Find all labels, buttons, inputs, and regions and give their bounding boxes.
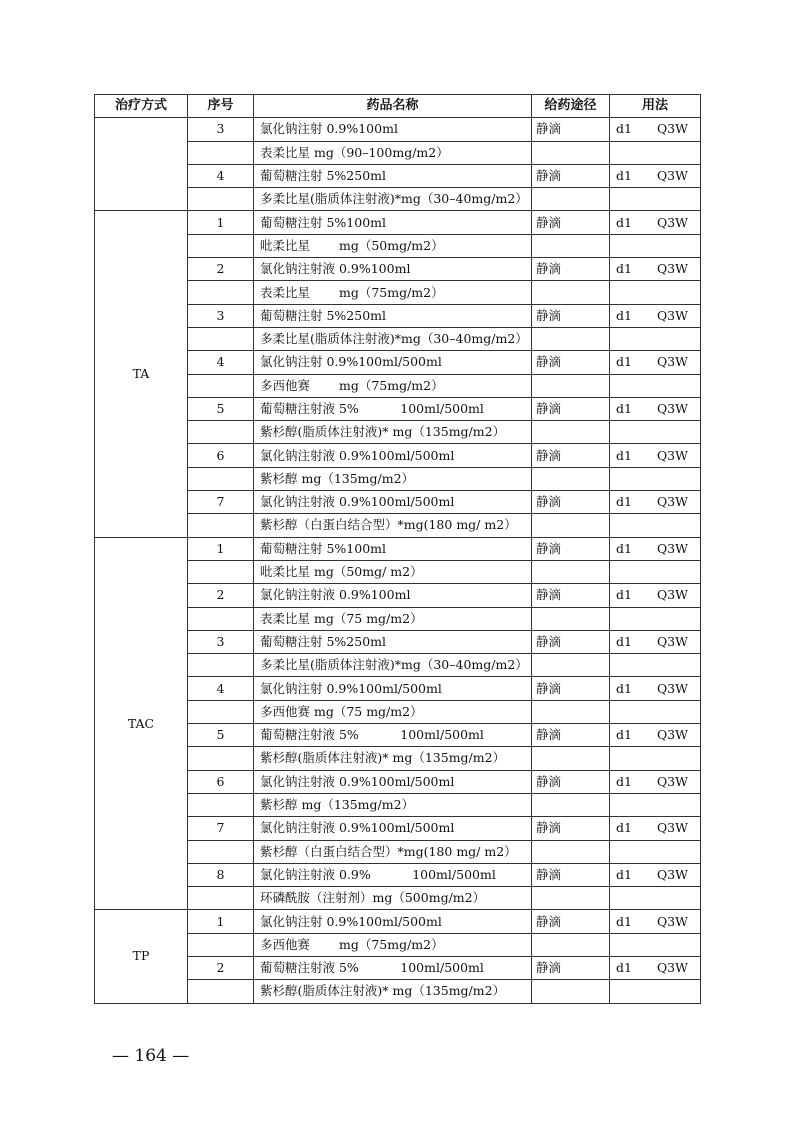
cell-seq: 2 (188, 956, 254, 979)
usage-frequency: Q3W (656, 727, 688, 743)
usage-frequency: Q3W (656, 773, 688, 789)
cell-usage (610, 421, 701, 444)
usage-day: d1 (616, 447, 632, 463)
cell-usage (610, 560, 701, 583)
usage-frequency: Q3W (656, 214, 688, 230)
cell-drug-name: 多柔比星(脂质体注射液)*mg（30–40mg/m2） (254, 327, 532, 350)
cell-usage (610, 700, 701, 723)
cell-route (532, 421, 610, 444)
cell-route: 静滴 (532, 863, 610, 886)
cell-seq: 3 (188, 304, 254, 327)
usage-day: d1 (616, 168, 632, 184)
cell-seq: 4 (188, 164, 254, 187)
cell-route (532, 188, 610, 211)
usage-day: d1 (616, 773, 632, 789)
cell-usage (610, 281, 701, 304)
cell-route (532, 793, 610, 816)
cell-drug-name: 葡萄糖注射 5%250ml (254, 164, 532, 187)
usage-day: d1 (616, 261, 632, 277)
cell-seq (188, 467, 254, 490)
usage-frequency: Q3W (656, 866, 688, 882)
cell-seq: 2 (188, 584, 254, 607)
cell-drug-name: 吡柔比星 mg（50mg/m2） (254, 234, 532, 257)
cell-usage (610, 234, 701, 257)
usage-wrap (616, 868, 700, 882)
cell-seq: 6 (188, 444, 254, 467)
cell-route (532, 607, 610, 630)
cell-seq (188, 747, 254, 770)
page-number: — 164 — (112, 1046, 190, 1066)
cell-drug-name: 氯化钠注射 0.9%100ml (254, 118, 532, 141)
cell-seq (188, 374, 254, 397)
cell-treatment-mode (95, 118, 188, 211)
cell-drug-name: 葡萄糖注射 5%250ml (254, 630, 532, 653)
usage-frequency: Q3W (656, 494, 688, 510)
cell-seq: 2 (188, 258, 254, 281)
usage-frequency: Q3W (656, 540, 688, 556)
cell-usage (610, 118, 701, 141)
usage-day: d1 (616, 121, 632, 137)
cell-drug-name: 葡萄糖注射 5%250ml (254, 304, 532, 327)
cell-usage (610, 304, 701, 327)
table-row (95, 910, 701, 933)
usage-day: d1 (616, 727, 632, 743)
cell-seq (188, 980, 254, 1003)
table-row (95, 211, 701, 234)
cell-seq (188, 281, 254, 304)
cell-seq (188, 840, 254, 863)
cell-route (532, 980, 610, 1003)
cell-route (532, 467, 610, 490)
cell-usage (610, 747, 701, 770)
cell-usage (610, 374, 701, 397)
cell-usage (610, 188, 701, 211)
usage-wrap (616, 682, 700, 696)
cell-usage (610, 444, 701, 467)
cell-drug-name: 葡萄糖注射 5%100ml (254, 537, 532, 560)
usage-wrap (616, 495, 700, 509)
cell-usage (610, 956, 701, 979)
usage-day: d1 (616, 913, 632, 929)
cell-seq: 5 (188, 397, 254, 420)
usage-day: d1 (616, 540, 632, 556)
cell-usage (610, 863, 701, 886)
cell-drug-name: 多西他赛 mg（75mg/m2） (254, 374, 532, 397)
usage-frequency: Q3W (656, 960, 688, 976)
cell-drug-name: 氯化钠注射液 0.9%100ml/500ml (254, 817, 532, 840)
cell-seq (188, 887, 254, 910)
cell-seq (188, 234, 254, 257)
cell-route: 静滴 (532, 491, 610, 514)
usage-wrap (616, 122, 700, 136)
cell-route: 静滴 (532, 164, 610, 187)
cell-treatment-mode: TAC (95, 537, 188, 910)
usage-wrap (616, 728, 700, 742)
usage-day: d1 (616, 680, 632, 696)
cell-seq (188, 933, 254, 956)
header-drug: 药品名称 (254, 95, 532, 118)
cell-drug-name: 多西他赛 mg（75 mg/m2） (254, 700, 532, 723)
regimen-table (94, 94, 701, 1004)
usage-day: d1 (616, 820, 632, 836)
usage-wrap (616, 821, 700, 835)
cell-route (532, 933, 610, 956)
cell-seq (188, 421, 254, 444)
cell-usage (610, 164, 701, 187)
cell-usage (610, 607, 701, 630)
usage-frequency: Q3W (656, 587, 688, 603)
cell-seq: 6 (188, 770, 254, 793)
cell-route: 静滴 (532, 770, 610, 793)
usage-day: d1 (616, 633, 632, 649)
usage-day: d1 (616, 866, 632, 882)
cell-route (532, 281, 610, 304)
cell-drug-name: 氯化钠注射液 0.9%100ml/500ml (254, 491, 532, 514)
cell-usage (610, 770, 701, 793)
cell-seq: 7 (188, 491, 254, 514)
cell-drug-name: 紫杉醇（白蛋白结合型）*mg(180 mg/ m2） (254, 840, 532, 863)
cell-usage (610, 840, 701, 863)
usage-wrap (616, 588, 700, 602)
cell-route (532, 234, 610, 257)
cell-seq: 8 (188, 863, 254, 886)
cell-drug-name: 葡萄糖注射液 5% 100ml/500ml (254, 397, 532, 420)
usage-frequency: Q3W (656, 913, 688, 929)
cell-route: 静滴 (532, 956, 610, 979)
cell-route: 静滴 (532, 211, 610, 234)
cell-route (532, 141, 610, 164)
cell-drug-name: 紫杉醇(脂质体注射液)* mg（135mg/m2） (254, 421, 532, 444)
usage-frequency: Q3W (656, 307, 688, 323)
usage-day: d1 (616, 307, 632, 323)
table-row (95, 118, 701, 141)
cell-drug-name: 紫杉醇(脂质体注射液)* mg（135mg/m2） (254, 980, 532, 1003)
usage-frequency: Q3W (656, 633, 688, 649)
cell-route (532, 654, 610, 677)
usage-wrap (616, 961, 700, 975)
usage-wrap (616, 635, 700, 649)
cell-seq (188, 188, 254, 211)
header-mode: 治疗方式 (95, 95, 188, 118)
cell-seq: 7 (188, 817, 254, 840)
cell-drug-name: 氯化钠注射 0.9%100ml/500ml (254, 910, 532, 933)
cell-drug-name: 氯化钠注射 0.9%100ml/500ml (254, 351, 532, 374)
cell-usage (610, 980, 701, 1003)
cell-usage (610, 211, 701, 234)
usage-wrap (616, 216, 700, 230)
cell-drug-name: 氯化钠注射液 0.9%100ml (254, 258, 532, 281)
usage-wrap (616, 449, 700, 463)
cell-route (532, 560, 610, 583)
cell-usage (610, 584, 701, 607)
usage-wrap (616, 169, 700, 183)
usage-frequency: Q3W (656, 820, 688, 836)
usage-frequency: Q3W (656, 261, 688, 277)
cell-usage (610, 654, 701, 677)
usage-wrap (616, 402, 700, 416)
cell-usage (610, 724, 701, 747)
cell-route: 静滴 (532, 677, 610, 700)
cell-drug-name: 多西他赛 mg（75mg/m2） (254, 933, 532, 956)
usage-frequency: Q3W (656, 121, 688, 137)
cell-drug-name: 表柔比星 mg（75mg/m2） (254, 281, 532, 304)
usage-frequency: Q3W (656, 447, 688, 463)
cell-route: 静滴 (532, 304, 610, 327)
cell-route (532, 327, 610, 350)
cell-route: 静滴 (532, 724, 610, 747)
cell-route: 静滴 (532, 351, 610, 374)
cell-drug-name: 紫杉醇 mg（135mg/m2） (254, 467, 532, 490)
table-body (95, 118, 701, 1003)
cell-seq (188, 654, 254, 677)
cell-usage (610, 630, 701, 653)
cell-seq: 4 (188, 677, 254, 700)
cell-drug-name: 氯化钠注射 0.9%100ml/500ml (254, 677, 532, 700)
cell-seq (188, 560, 254, 583)
cell-route (532, 887, 610, 910)
cell-usage (610, 514, 701, 537)
cell-seq (188, 607, 254, 630)
cell-seq: 5 (188, 724, 254, 747)
cell-drug-name: 葡萄糖注射液 5% 100ml/500ml (254, 956, 532, 979)
cell-seq (188, 514, 254, 537)
usage-frequency: Q3W (656, 680, 688, 696)
cell-drug-name: 氯化钠注射液 0.9% 100ml/500ml (254, 863, 532, 886)
cell-route: 静滴 (532, 537, 610, 560)
cell-usage (610, 537, 701, 560)
cell-drug-name: 氯化钠注射液 0.9%100ml (254, 584, 532, 607)
cell-usage (610, 351, 701, 374)
usage-frequency: Q3W (656, 401, 688, 416)
cell-drug-name: 吡柔比星 mg（50mg/ m2） (254, 560, 532, 583)
cell-drug-name: 葡萄糖注射 5%100ml (254, 211, 532, 234)
table-row (95, 537, 701, 560)
cell-usage (610, 467, 701, 490)
cell-route: 静滴 (532, 444, 610, 467)
cell-drug-name: 氯化钠注射液 0.9%100ml/500ml (254, 770, 532, 793)
header-seq: 序号 (188, 95, 254, 118)
cell-drug-name: 表柔比星 mg（75 mg/m2） (254, 607, 532, 630)
cell-usage (610, 141, 701, 164)
cell-seq: 1 (188, 211, 254, 234)
cell-usage (610, 491, 701, 514)
cell-route: 静滴 (532, 584, 610, 607)
cell-seq (188, 700, 254, 723)
cell-seq: 4 (188, 351, 254, 374)
cell-route: 静滴 (532, 817, 610, 840)
cell-seq (188, 327, 254, 350)
header-route: 给药途径 (532, 95, 610, 118)
cell-seq (188, 793, 254, 816)
cell-usage (610, 397, 701, 420)
usage-wrap (616, 915, 700, 929)
cell-seq: 1 (188, 537, 254, 560)
usage-wrap (616, 775, 700, 789)
cell-usage (610, 793, 701, 816)
usage-wrap (616, 262, 700, 276)
cell-usage (610, 910, 701, 933)
cell-drug-name: 紫杉醇(脂质体注射液)* mg（135mg/m2） (254, 747, 532, 770)
usage-day: d1 (616, 960, 632, 976)
usage-day: d1 (616, 354, 632, 370)
cell-drug-name: 多柔比星(脂质体注射液)*mg（30–40mg/m2） (254, 654, 532, 677)
usage-frequency: Q3W (656, 168, 688, 184)
cell-drug-name: 氯化钠注射液 0.9%100ml/500ml (254, 444, 532, 467)
cell-route: 静滴 (532, 630, 610, 653)
cell-drug-name: 紫杉醇 mg（135mg/m2） (254, 793, 532, 816)
cell-route (532, 374, 610, 397)
cell-seq (188, 141, 254, 164)
cell-route (532, 700, 610, 723)
usage-wrap (616, 309, 700, 323)
cell-drug-name: 葡萄糖注射液 5% 100ml/500ml (254, 724, 532, 747)
cell-usage (610, 933, 701, 956)
usage-day: d1 (616, 494, 632, 510)
cell-usage (610, 258, 701, 281)
cell-route: 静滴 (532, 118, 610, 141)
cell-treatment-mode: TA (95, 211, 188, 537)
cell-seq: 1 (188, 910, 254, 933)
usage-day: d1 (616, 401, 632, 416)
cell-route (532, 747, 610, 770)
cell-route: 静滴 (532, 397, 610, 420)
cell-seq: 3 (188, 118, 254, 141)
cell-usage (610, 327, 701, 350)
header-row (95, 95, 701, 118)
cell-usage (610, 887, 701, 910)
cell-route: 静滴 (532, 910, 610, 933)
cell-route (532, 840, 610, 863)
usage-day: d1 (616, 587, 632, 603)
cell-route: 静滴 (532, 258, 610, 281)
cell-drug-name: 环磷酰胺（注射剂）mg（500mg/m2） (254, 887, 532, 910)
cell-usage (610, 817, 701, 840)
cell-drug-name: 表柔比星 mg（90–100mg/m2） (254, 141, 532, 164)
cell-route (532, 514, 610, 537)
usage-wrap (616, 355, 700, 369)
cell-drug-name: 多柔比星(脂质体注射液)*mg（30–40mg/m2） (254, 188, 532, 211)
usage-frequency: Q3W (656, 354, 688, 370)
cell-seq: 3 (188, 630, 254, 653)
usage-wrap (616, 542, 700, 556)
header-usage: 用法 (610, 95, 701, 118)
usage-day: d1 (616, 214, 632, 230)
cell-treatment-mode: TP (95, 910, 188, 1003)
cell-drug-name: 紫杉醇（白蛋白结合型）*mg(180 mg/ m2） (254, 514, 532, 537)
cell-usage (610, 677, 701, 700)
